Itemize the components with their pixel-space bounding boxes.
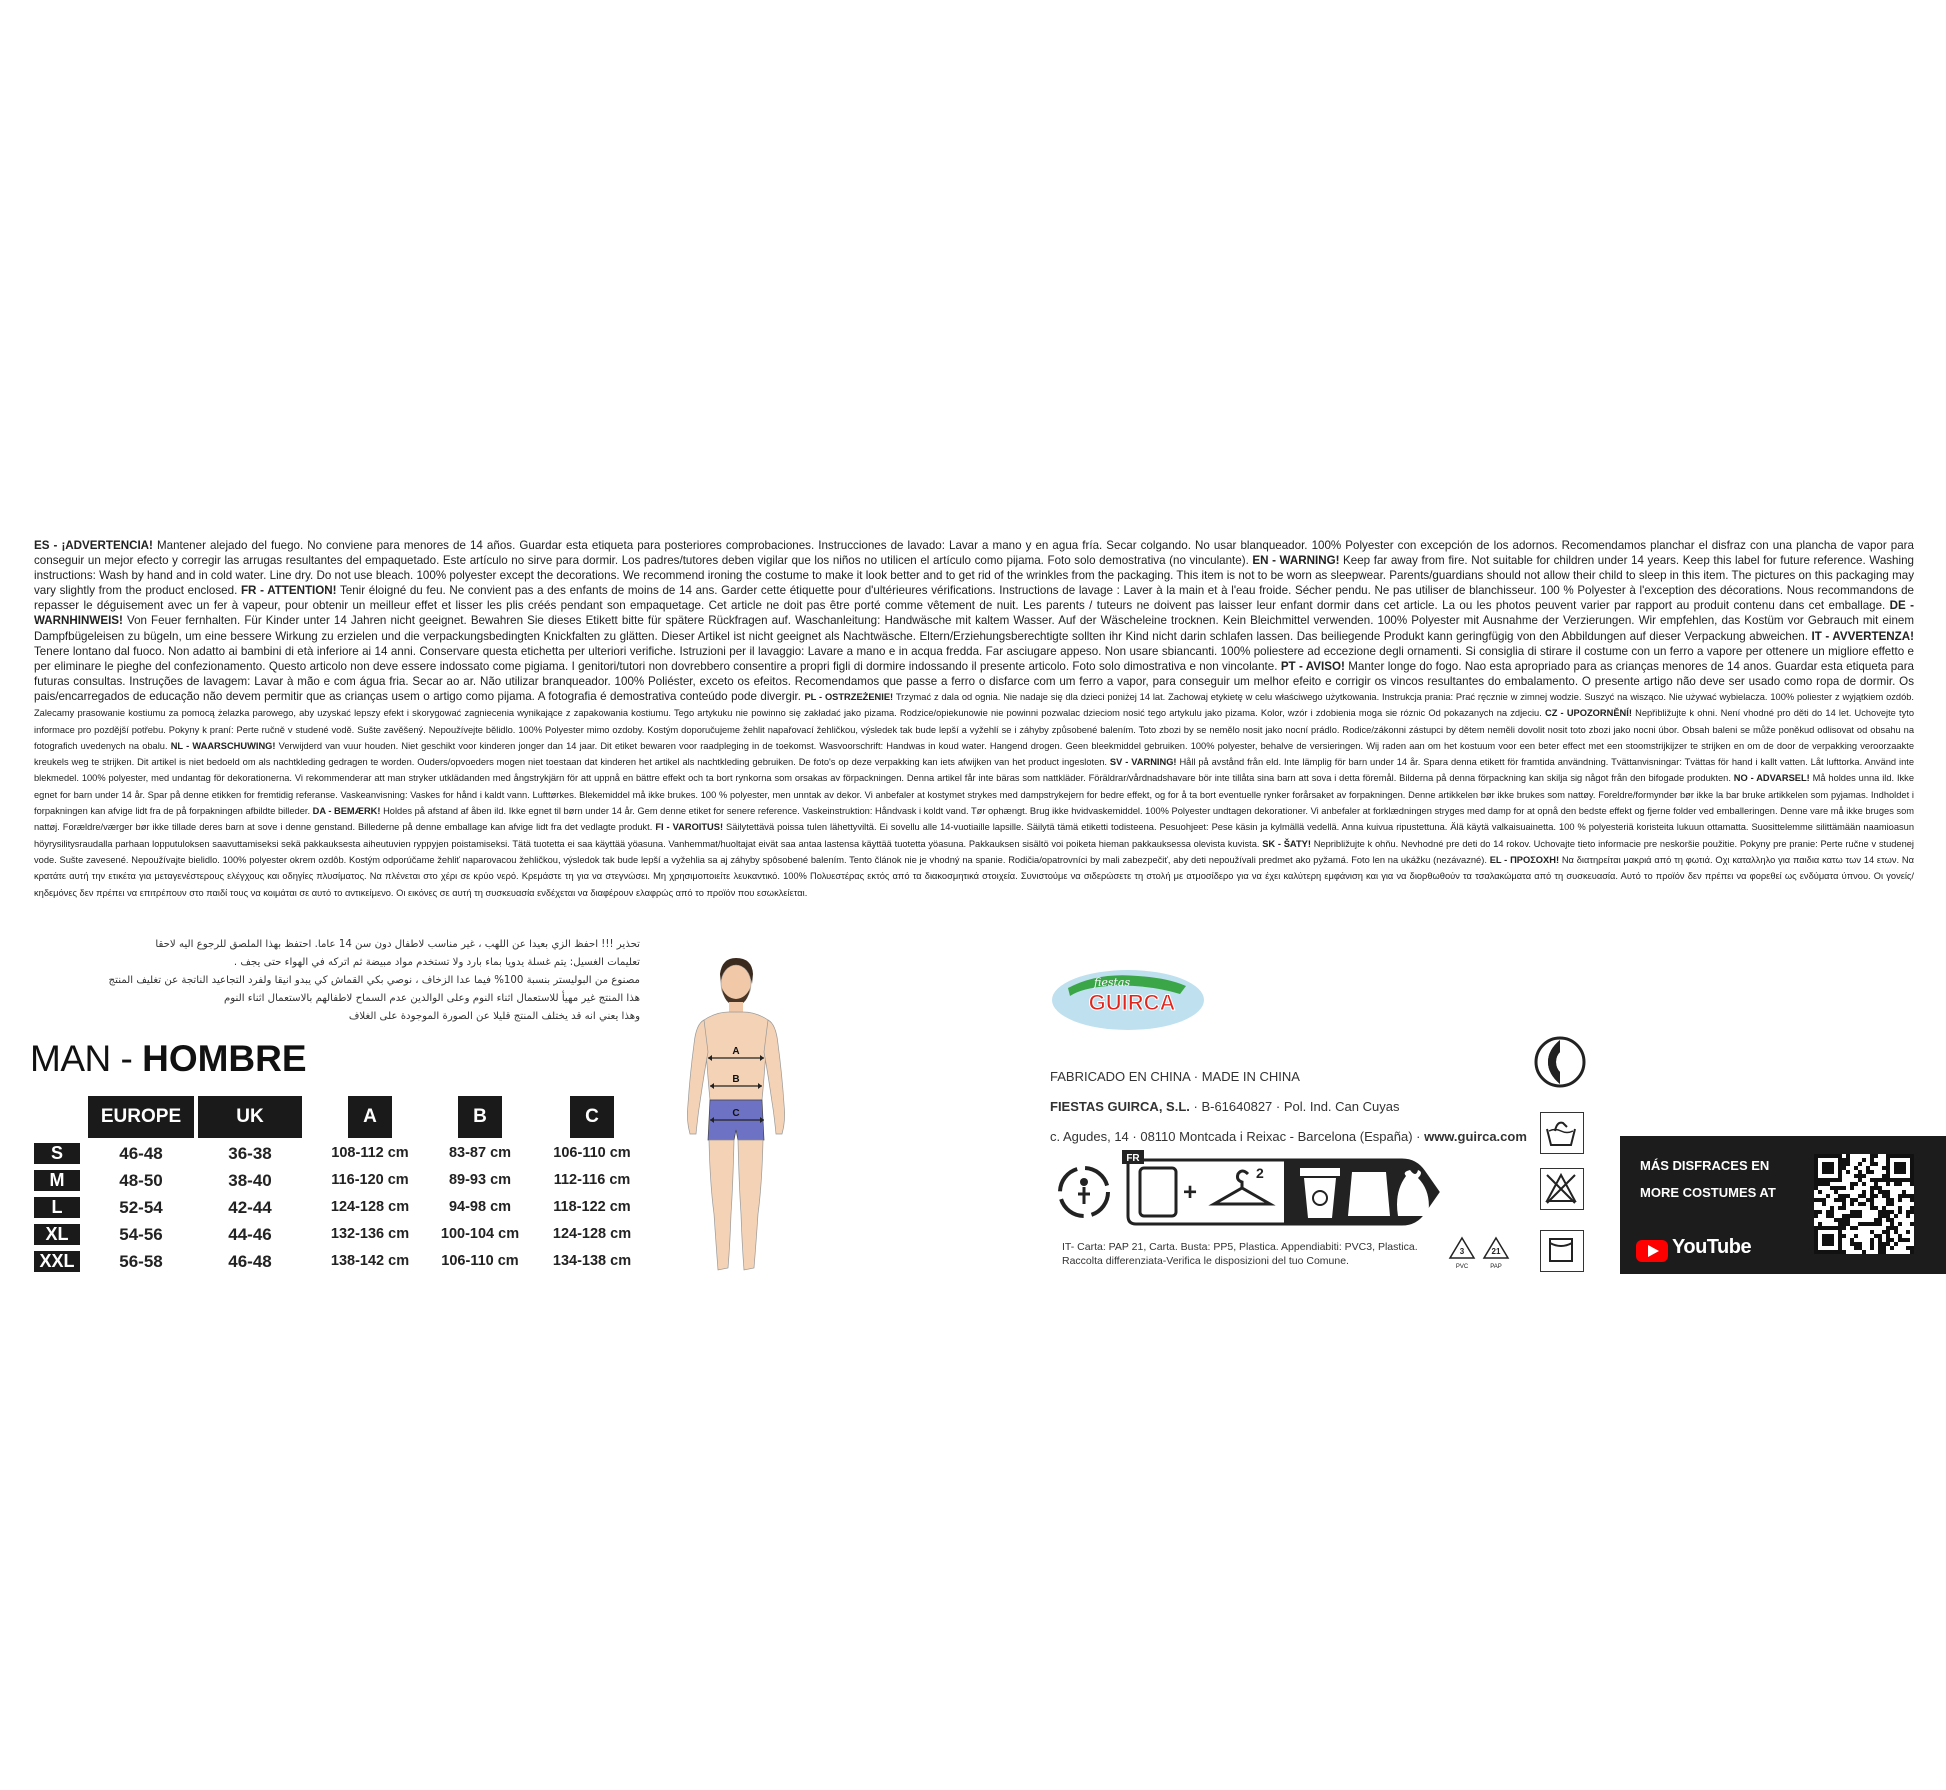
- cell-c: 118-122 cm: [553, 1199, 631, 1215]
- cell-europe: 54-56: [119, 1225, 163, 1244]
- cell-uk: 42-44: [228, 1198, 272, 1217]
- cell-b: 83-87 cm: [448, 1145, 512, 1161]
- fr-tag: FR: [1126, 1153, 1140, 1164]
- youtube-label: YouTube: [1672, 1236, 1752, 1258]
- cell-b: 94-98 cm: [448, 1199, 512, 1215]
- do-not-bleach-icon: [1540, 1168, 1584, 1210]
- website-link[interactable]: www.guirca.com: [1424, 1129, 1527, 1144]
- arabic-line: تعليمات الغسيل: يتم غسلة يدويا بماء بارد ولا تستخدم مواد مبيضة ثم اتركه في الهواء حتى يجف .: [233, 957, 640, 968]
- svg-text:21: 21: [1491, 1247, 1501, 1256]
- plus-icon: +: [1182, 1179, 1198, 1206]
- warning-pt: PT - AVISO! Manter longe do fogo. Nao esta apropriado para as crianças menores de 14 anos. Guardar esta etiqueta para futuras consultas. Instruções de lavagem: Lavar à mão e com água fria. Secar ao ar. Não utilizar branqueador. 100% Poliéster, exceto os efeitos. Recomendamos que passe a ferro o disfarce com um ferro a vapor, para conseguir um melhor efeito e corrigir os vincos resultantes do embalamento. O presente artigo não deve ser usado como ropa de dormir. Os pais/encarregados de educação não devem permitir que as crianças usem o artigo como pijama. A fotografia é demostrativa conteúdo pode divergir.: [34, 659, 1915, 703]
- size-label-xl: XL: [34, 1224, 80, 1245]
- fiestas-guirca-logo: [1048, 964, 1208, 1032]
- cell-b: 89-93 cm: [448, 1172, 512, 1188]
- hand-wash-icon: [1540, 1112, 1584, 1154]
- company-name: FIESTAS GUIRCA, S.L.: [1050, 1099, 1190, 1114]
- logo-script: fiestas: [1094, 976, 1131, 989]
- cell-c: 112-116 cm: [553, 1172, 631, 1188]
- arabic-line: هذا المنتج غير مهيأ للاستعمال اثناء النوم وعلى الوالدين عدم السماح لاطفالهم بالاستعمال اثناء النوم: [223, 993, 640, 1004]
- col-header-a: A: [348, 1096, 392, 1138]
- triman-icon: [1060, 1168, 1108, 1216]
- cell-europe: 46-48: [119, 1144, 163, 1163]
- cell-c: 124-128 cm: [552, 1226, 632, 1242]
- cell-b: 106-110 cm: [441, 1253, 519, 1269]
- size-label-l: L: [34, 1197, 80, 1218]
- svg-text:PAP: PAP: [1490, 1264, 1502, 1270]
- col-header-b: B: [458, 1096, 502, 1138]
- cell-c: 134-138 cm: [552, 1253, 632, 1269]
- recycling-strip: [1056, 1142, 1502, 1234]
- warning-en: EN - WARNING! Keep far away from fire. Not suitable for children under 14 years. Keep this label for future reference. Washing instructions: Wash by hand and in cold water. Line dry. Do not use bleach. 100% polyester except the decorations. We recommend ironing the costume to make it look better and to get rid of the wrinkles from the packaging. This item is not to be worn as sleepwear. Parents/guardians should not allow their child to sleep in this item. The pictures on this packaging may vary slightly from the product enclosed.: [34, 554, 1914, 598]
- cell-a: 138-142 cm: [330, 1253, 410, 1269]
- svg-text:3: 3: [1459, 1247, 1465, 1256]
- logo-graphic: [1048, 964, 1208, 1032]
- size-label-xxl: XXL: [34, 1251, 80, 1272]
- bag-icon: [1348, 1172, 1390, 1216]
- col-header-c: C: [570, 1096, 614, 1138]
- man-silhouette-illustration: [676, 954, 796, 1279]
- arabic-line: مصنوع من البوليستر بنسبة 100% فيما عدا الزخاف ، نوصي بكي القماش كي يبدو انيقا ولفرد التجاعيد الناتجة عن تغليف المنتج: [108, 975, 640, 986]
- line-dry-icon: [1540, 1230, 1584, 1272]
- youtube-icon: [1636, 1240, 1668, 1262]
- warning-de: DE - WARNHINWEIS! Von Feuer fernhalten. Für Kinder unter 14 Jahren nicht geeignet. Bewahren Sie dieses Etikett bitte für spätere Rückfragen auf. Waschanleitung: Handwäsche mit kaltem Wasser. Auf der Wäscheleine trocknen. Kein Bleichmittel verwenden. 100% Polyester mit Ausnahme der Verzierungen. Wir empfehlen, das Kostüm vor Gebrauch mit einem Dampfbügeleisen zu bügeln, um eine bessere Wirkung zu erzielen und die verpackungsbedingten Knickfalten zu glätten. Dieser Artikel ist nicht geeignet als Nachtwäsche. Eltern/Erziehungsberechtigte sollten ihr Kind nicht darin schlafen lassen. Das beiliegende Produkt kann geringfügig von den Abbildungen auf dieser Verpackung abweichen.: [34, 599, 1915, 643]
- col-header-europe: EUROPE: [88, 1096, 194, 1138]
- col-header-uk: UK: [198, 1096, 302, 1138]
- cell-uk: 46-48: [228, 1252, 272, 1271]
- warning-it: IT - AVVERTENZA! Tenere lontano dal fuoco. Non adatto ai bambini di età inferiore ai 14 anni. Conservare questa etichetta per ulteriori verifiche. Istruzioni per il lavaggio: Lavare a mano e in acqua fredda. Far asciugare appeso. Non usare sbiancanti. 100% poliestere ad eccezione degli ornamenti. Si consiglia di stirare il costume con un ferro a vapore per ottenere un migliore effetto e per eliminare le pieghe del confezionamento. Questo articolo non deve essere indossato come pigiama. I genitori/tutori non dovrebbero consentire a propri figli di dormire indossando il presente articolo. Foto solo dimostrativa e non vincolante.: [34, 629, 1914, 673]
- company-line: FIESTAS GUIRCA, S.L. · B-61640827 · Pol. Ind. Can Cuyas: [1050, 1099, 1400, 1114]
- recycling-graphic: [1056, 1142, 1502, 1234]
- cell-a: 116-120 cm: [331, 1172, 409, 1188]
- cell-a: 132-136 cm: [330, 1226, 410, 1242]
- recycling-note: IT- Carta: PAP 21, Carta. Busta: PP5, Plastica. Appendiabiti: PVC3, Plastica. Raccolta differenziata-Verifica le disposizioni del tuo Comune.: [1062, 1241, 1418, 1267]
- cell-c: 106-110 cm: [553, 1145, 631, 1161]
- cell-a: 124-128 cm: [330, 1199, 410, 1215]
- made-in-china: FABRICADO EN CHINA · MADE IN CHINA: [1050, 1069, 1300, 1084]
- figure-label-b: B: [732, 1074, 740, 1085]
- promo-text: MÁS DISFRACES EN MORE COSTUMES AT: [1640, 1158, 1776, 1200]
- warning-es: ES - ¡ADVERTENCIA! Mantener alejado del fuego. No conviene para menores de 14 años. Guardar esta etiqueta para posteriores comprobaciones. Instrucciones de lavado: Lavar a mano y en agua fría. Secar colgando. No usar blanqueador. 100% Polyester con excepción de los adornos. Recomendamos planchar el disfraz con una plancha de vapor para conseguir un mejor efecto y corregir las arrugas resultantes del empaquetado. Este artículo no sirve para dormir. Los padres/tutores deben vigilar que los niños no utilicen el artículo como pijama. Foto solo demostrativa (no vinculante).: [34, 539, 1914, 568]
- more-costumes-promo: [1620, 1136, 1946, 1274]
- cell-a: 108-112 cm: [331, 1145, 409, 1161]
- cell-uk: 44-46: [228, 1225, 272, 1244]
- manufacturer-info: [1050, 1062, 1527, 1152]
- size-label-m: M: [34, 1170, 80, 1191]
- cell-uk: 38-40: [228, 1171, 272, 1190]
- cell-b: 100-104 cm: [440, 1226, 520, 1242]
- cell-europe: 48-50: [119, 1171, 163, 1190]
- title-man: MAN -: [30, 1038, 143, 1079]
- size-label-s: S: [34, 1143, 80, 1164]
- warning-fr: FR - ATTENTION! Tenir éloigné du feu. Ne convient pas a des enfants de moins de 14 ans. Garder cette étiquette pour d'ultérieures vérifications. Instructions de lavage : Laver à la main et à l'eau froide. Sécher pendu. Ne pas utiliser de blanchisseur. 100 % Polyester à l'exception des décorations. Nous recommandons de repasser le déguisement avec un fer à vapeur, pour obtenir un meilleur effet et lisser les plis créés pendant son empaquetage. Cet article ne doit pas être porté comme vêtement de nuit. Les parents / tuteurs ne doivent pas laisser leur enfant dormir dans cet article. La ou les photos peuvent varier par rapport au produit contenu dans cet emballage.: [34, 584, 1914, 613]
- arabic-line: وهذا يعني انه قد يختلف المنتج قليلا عن الصورة الموجودة على الغلاف: [348, 1011, 640, 1022]
- measurement-figure: [676, 954, 796, 1279]
- qr-code[interactable]: [1814, 1154, 1914, 1254]
- size-guide-title: [30, 1036, 307, 1082]
- cell-uk: 36-38: [228, 1144, 272, 1163]
- figure-label-a: A: [732, 1046, 740, 1057]
- hanger-number: 2: [1256, 1165, 1264, 1181]
- warning-small-block: PL - OSTRZEŻENIE! Trzymać z dala od ognia. Nie nadaje się dla dzieci poniżej 14 lat. Zachowaj etykietę w celu właściwego użytkowania. Instrukcja prania: Prać ręcznie w zimnej wodzie. Suszyć na wisząco. Nie używać wybielacza. 100% poliester z wyjątkiem ozdób. Zalecamy prasowanie kostiumu za pomocą żelazka parowego, aby uzyskać lepszy efekt i skorygować zagniecenia wynikające z zapakowania kostiumu. Tego artykuku nie powinno się zakładać jako pizama. Rodzice/opiekunowie nie powinni pozwalac dzieciom nosić tego artykulu jako pizama. Kolor, wzór i zdobienia moga sie róznic Od pokazanych na zdjeciu. CZ - UPOZORNĚNÍ! Nepřibližujte k ohni. Není vhodné pro děti do 14 let. Uchovejte tyto informace pro pozdější potřebu. Pokyny k praní: Perte ručně v studené vodě. Sušte zavěšený. Nepoužívejte bělidlo. 100% Polyester mimo ozdoby. Kostým doporučujeme žehlit napařovací žehličkou, výsledek tak bude lepší a vyžehlí se i záhyby způsobené balením. Toto zbozi by se nemělo nosit jako nocní prádlo. Rodice/zákonni zástupci by dětem neměli dovolit nosit toto zbozi jako nocni úbor. Obsah baleni se může poněkud odlisovat od obsahu na fotografich uvedenych na obalu. NL - WAARSCHUWING! Verwijderd van vuur houden. Niet geschikt voor kinderen jonger dan 14 jaar. Dit etiket bewaren voor raadpleging in de toekomst. Wasvoorschrift: Handwas in koud water. Hangend drogen. Geen bleekmiddel gebruiken. 100% polyester, behalve de versieringen. Wij raden aan om het kostuum voor een beter effect met een stoomstrijkijzer te strijken en om de door de verpakking veroorzaakte kreukels weg te strijken. Dit artikel is niet bedoeld om als nachtkleding gedragen te worden. Ouders/opvoeders mogen niet toestaan dat kinderen het artikel als nachtkleding gebruiken. De foto's op deze verpakking kan iets afwijken van het product ingesloten. SV - VARNING! Håll på avstånd från eld. Inte lämplig för barn under 14 år. Spara denna etikett för framtida användning. Tvättanvisningar: Tvättas för hand i kallt vatten. Låt lufttorka. Använd inte blekmedel. 100% polyester, med undantag för dekorationerna. Vi rekommenderar att man stryker utklädanden med ångstrykjärn för att uppnå en bättre effekt och ta bort rynkorna som orsakas av förpackningen. Denna artikel får inte bäras som nattkläder. Föräldrar/vårdnadshavare bör inte tillåta sina barn att sova i detta föremål. Bilderna på denna förpackning kan skilja sig något från den bifogade produkten. NO - ADVARSEL! Må holdes unna ild. Ikke egnet for barn under 14 år. Spar på denne etikken for fremtidig referanse. Vaskeanvisning: Vaskes for hånd i kaldt vann. Lufttørkes. Blekemiddel må ikke brukes. 100 % polyester, men unntak av dekor. Vi anbefaler at kostymet strykes med dampstrykejern for bedre effekt, og for å ta bort eventuelle rynker forårsaket av forpakningen. Denne artikkelen bør ikke brukes som nattøy. Foreldre/formynder bør ikke la bar bruke artikkelen som pyjamas. Indholdet i forpakningen kan afvige lidt fra de på forpakningen afbildte billeder. DA - BEMÆRK! Holdes på afstand af åben ild. Ikke egnet til børn under 14 år. Gem denne etiket for senere reference. Vaskeinstruktion: Håndvask i koldt vand. Tør ophængt. Brug ikke hvidvaskemiddel. 100% Polyester undtagen dekorationer. Vi anbefaler at forklædningen stryges med damp for at opnå den bedste effekt og fjerne folder ved emballeringen. Denne vare må ikke bruges som nattøj. Forældre/værger bør ikke tillade deres barn at sove i denne genstand. Billederne på denne emballage kan afvige lidt fra det vedlagte produkt. FI - VAROITUS! Säilytettävä poissa tulen lähettyviltä. Ei sovellu alle 14-vuotiaille lapsille. Säilytä tämä etiketti todisteena. Pesuohjeet: Pese käsin ja kylmällä vedellä. Anna kuivua ripustettuna. Älä käytä valkaisuainetta. 100 % polyesteriä koristeita lukuun ottamatta. Suosittelemme silittämään naamioasun höyrysilitysraudalla parhaan lopputuloksen saavuttamiseksi sekä pakkauksesta aiheutuvien ryppyjen poistamiseksi. Tätä tuotetta ei saa käyttää yöasuna. Vanhemmat/huoltajat eivät saa antaa lastensa käyttää tuotetta yöasuna. Pakkauksen sisältö voi poiketa hieman pakkauksessa olevista kuvista. SK - ŠATY! Nepribližujte k ohňu. Nevhodné pre deti do 14 rokov. Uchovajte tieto informacie pre neskoršie použitie. Pokyny pre pranie: Perte ručne v studenej vode. Sušte zavesené. Nepoužívajte bielidlo. 100% polyester okrem ozdôb. Kostým odporúčame žehliť naparovacou žehličkou, výsledok tak bude lepší a vyžehlia sa aj záhyby spôsobené balením. Tento článok nie je vhodný na spanie. Rodičia/opatrovníci by mali zabezpečiť, aby deti nepoužívali predmet ako pyžamá. Foto len na ukážku (nezávazné). EL - ΠΡΟΣΟΧΗ! Να διατηρείται μακριά από τη φωτιά. Οχι καταλληλο για παιδια κατω των 14 ετων. Να κρατάτε αυτή την ετικέτα για μεταγενέστερους ελέγχους και οδηγίες πλυσίματος. Να πλένεται στο χέρι σε κρύο νερό. Κρεμάστε τη για να στεγνώσει. Μη χρησιμοποιείτε λευκαντικό. 100% Πολυεστέρας εκτός από τα διακοσμητικά στοιχεία. Συνιστούμε να σιδερώσετε τη στολή με ατμοσίδερο για να έχει καλύτερη εμφάνιση και για να διορθωθούν τα τσαλακώματα από τη συσκευασία. Αυτό το προϊόν δεν πρέπει να φορεθεί ως ενδύματα ύπνου. Οι γονείς/κηδεμόνες δεν πρέπει να επιτρέπουν στο παιδί τους να κοιμάται σε αυτό το αντικείμενο. Οι εικόνες σε αυτή τη συσκευασία ενδέχεται να διαφέρουν ελαφρώς από το προϊόν που εσωκλείεται.: [34, 691, 1915, 898]
- cell-europe: 56-58: [119, 1252, 163, 1271]
- resin-codes: [1448, 1236, 1512, 1272]
- green-dot-icon: [1534, 1036, 1586, 1088]
- svg-text:PVC: PVC: [1455, 1264, 1469, 1270]
- multilingual-warnings: [34, 538, 1914, 901]
- title-hombre: HOMBRE: [142, 1038, 307, 1079]
- arabic-line: تحذير !!! احفظ الزي بعيدا عن اللهب ، غير مناسب لاطفال دون سن 14 عاما. احتفظ بهذا الملصق للرجوع اليه لاحقا: [155, 939, 640, 950]
- figure-label-c: C: [732, 1108, 740, 1119]
- cell-europe: 52-54: [119, 1198, 163, 1217]
- arabic-warning: [30, 936, 640, 1026]
- logo-brand: GUIRCA: [1088, 990, 1176, 1015]
- address-line: c. Agudes, 14 · 08110 Montcada i Reixac - Barcelona (España) · www.guirca.com: [1050, 1129, 1527, 1144]
